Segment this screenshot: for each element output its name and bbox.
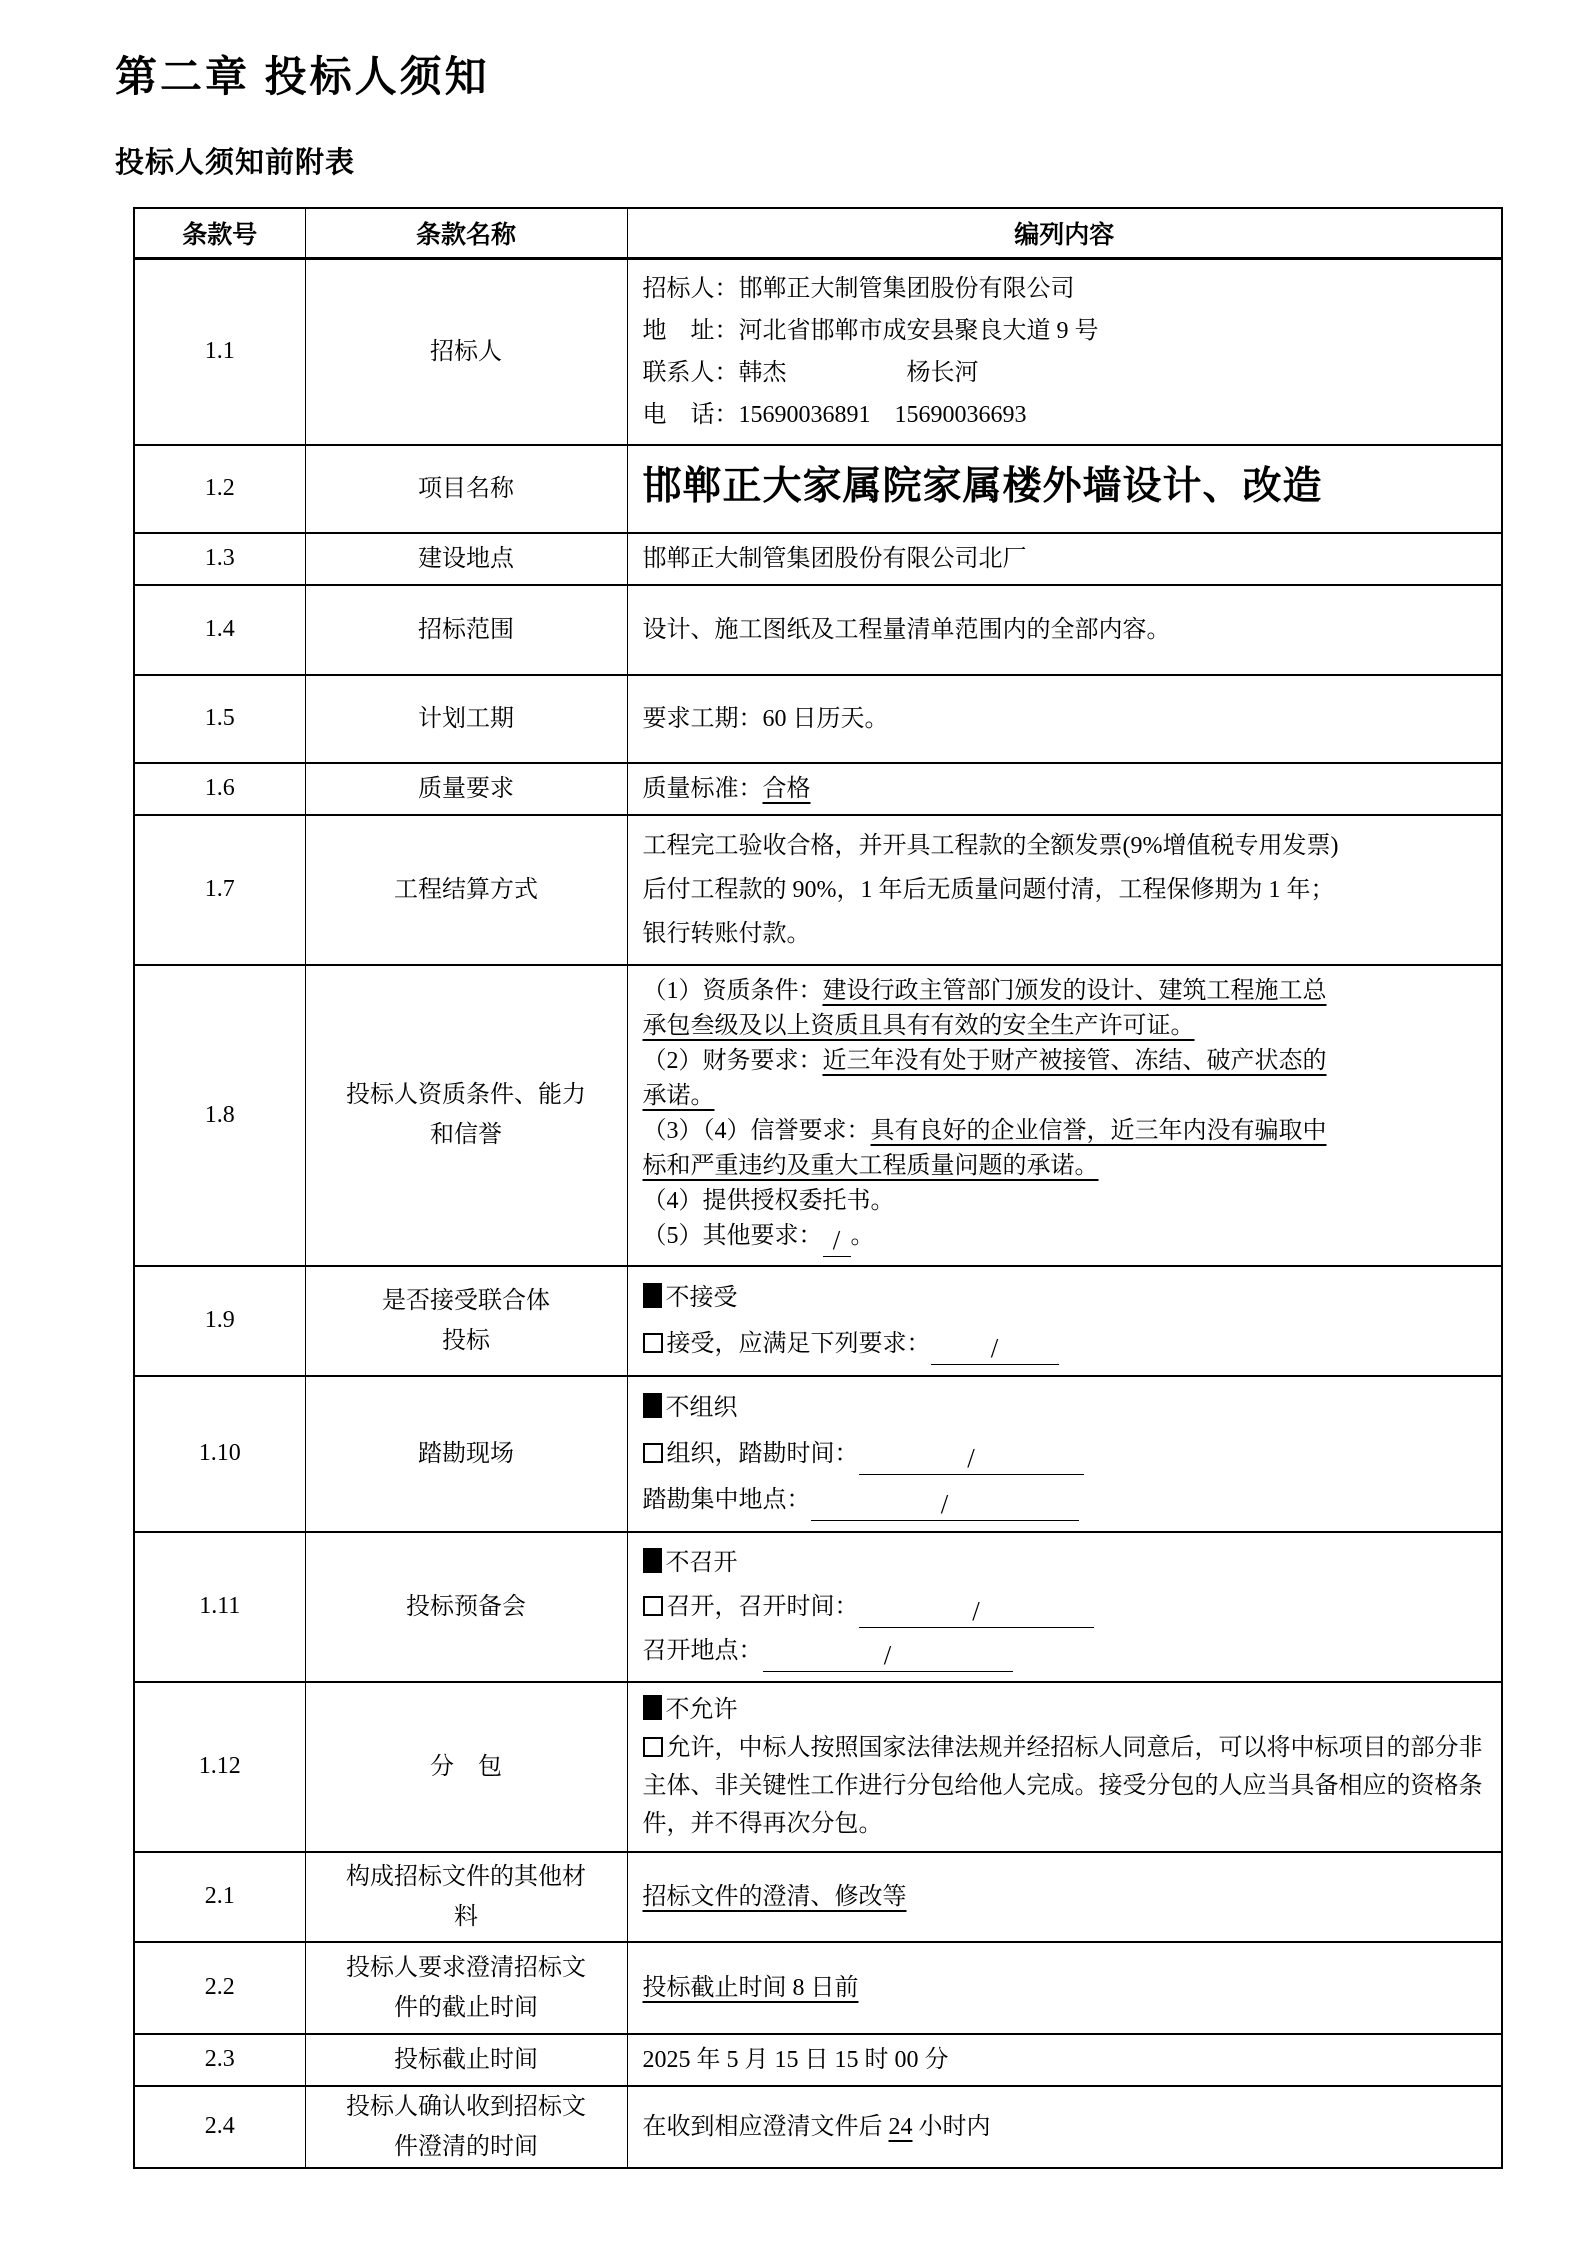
content-cell [627,445,1502,533]
clause-name-cell [305,445,627,533]
text-segment: 踏勘集中地点： [642,1486,811,1513]
clause-no-cell: 2.4 [134,2086,305,2168]
content-cell [627,258,1502,445]
table-row [134,1266,1502,1376]
clause-name-cell [305,1376,627,1532]
underlined-segment: 投标截止时间 8 日前 [642,1974,859,2001]
content-line [643,1321,1488,1367]
text-segment: 招标人：邯郸正大制管集团股份有限公司 [642,275,1075,302]
clause-name-line: 和信誉 [430,1122,502,1148]
clause-name-line: 计划工期 [418,705,514,732]
text-segment: 在收到相应澄清文件后 [642,2113,889,2140]
text-segment: 不接受 [665,1284,738,1311]
clause-no-cell: 1.2 [134,445,305,533]
fill-in-blank: / [811,1486,1079,1521]
text-segment: （5）其他要求： [642,1222,823,1249]
clause-name-cell [305,1852,627,1942]
bidder-notice-table [133,207,1503,2169]
fill-in-blank: / [859,1440,1084,1475]
content-line [643,1079,1488,1114]
clause-no-cell: 1.3 [134,533,305,585]
text-segment: 工程完工验收合格，并开具工程款的全额发票(9%增值税专用发票) [642,832,1339,859]
text-segment: 2025 年 5 月 15 日 15 时 00 分 [642,2046,949,2073]
content-cell [627,2034,1502,2086]
content-line [643,824,1488,868]
clause-no-cell: 1.9 [134,1266,305,1376]
table-caption: 投标人须知前附表 [115,147,356,179]
content-line [643,1044,1488,1079]
clause-name-line: 构成招标文件的其他材 [346,1863,586,1890]
content-line [643,1275,1488,1321]
clause-name-line: 招标人 [430,338,502,365]
clause-name-cell [305,763,627,815]
clause-name-cell [305,1266,627,1376]
content-line [643,2110,1488,2144]
content-line [643,1585,1488,1629]
header-content: 编列内容 [627,208,1502,258]
text-segment: 不召开 [665,1549,738,1576]
table-body [134,258,1502,2168]
table-row [134,763,1502,815]
clause-no-cell: 2.3 [134,2034,305,2086]
text-segment: 召开地点： [642,1637,763,1664]
content-line [643,868,1488,912]
clause-name-line: 踏勘现场 [418,1440,514,1467]
text-segment: 接受，应满足下列要求： [666,1330,931,1357]
content-cell [627,1682,1502,1852]
table-row [134,2086,1502,2168]
text-segment: 邯郸正大制管集团股份有限公司北厂 [642,545,1027,572]
underlined-segment: 24 [888,2113,913,2140]
content-line [643,1114,1488,1149]
table-row [134,585,1502,675]
content-cell [627,815,1502,965]
clause-name-line: 投标人要求澄清招标文 [346,1954,586,1981]
text-segment: （2）财务要求： [642,1047,823,1074]
table-row [134,1532,1502,1682]
clause-name-line: 建设地点 [418,545,514,572]
text-segment: 联系人：韩杰 杨长河 [642,359,979,386]
clause-no-cell: 2.1 [134,1852,305,1942]
table-row [134,1942,1502,2034]
table-row [134,1682,1502,1852]
underlined-segment: 标和严重违约及重大工程质量问题的承诺。 [642,1152,1099,1179]
content-cell [627,1942,1502,2034]
clause-no-cell: 1.8 [134,965,305,1266]
clause-no-cell: 1.5 [134,675,305,763]
text-segment: 组织，踏勘时间： [666,1440,859,1467]
text-segment: 。 [850,1222,875,1249]
underlined-segment: 承诺。 [642,1082,715,1109]
underlined-segment: 招标文件的澄清、修改等 [642,1883,907,1910]
fill-in-blank: / [859,1593,1094,1628]
text-segment: 不允许 [665,1696,738,1723]
clause-no-cell: 1.12 [134,1682,305,1852]
content-cell [627,1852,1502,1942]
content-line [643,702,1488,736]
content-line [643,912,1488,956]
clause-name-line: 投标预备会 [406,1593,526,1620]
content-cell [627,1266,1502,1376]
content-line [643,1009,1488,1044]
content-line [643,542,1488,576]
checkbox-filled-icon [643,1548,662,1573]
clause-name-line: 工程结算方式 [394,876,538,903]
text-segment: 地 址：河北省邯郸市成安县聚良大道 9 号 [642,317,1099,344]
clause-name-cell [305,585,627,675]
content-cell [627,763,1502,815]
underlined-segment: 建设行政主管部门颁发的设计、建筑工程施工总 [822,977,1327,1004]
chapter-title: 第二章 投标人须知 [115,53,490,100]
clause-name-line: 投标人资质条件、能力 [346,1082,586,1108]
text-segment: 召开，召开时间： [666,1593,859,1620]
text-segment: （3）（4）信誉要求： [642,1117,871,1144]
clause-name-line: 投标人确认收到招标文 [346,2093,586,2120]
table-row [134,258,1502,445]
clause-name-line: 分 包 [430,1753,502,1780]
content-cell [627,533,1502,585]
content-cell [627,965,1502,1266]
clause-no-cell: 1.4 [134,585,305,675]
checkbox-empty-icon [643,1737,663,1757]
fill-in-blank: / [931,1330,1059,1365]
clause-name-cell [305,533,627,585]
header-row [134,208,1502,258]
clause-name-cell [305,2034,627,2086]
header-clause-no: 条款号 [134,208,305,258]
content-cell [627,675,1502,763]
underlined-segment: 近三年没有处于财产被接管、冻结、破产状态的 [822,1047,1327,1074]
content-line [643,394,1488,436]
table-row [134,815,1502,965]
header-clause-name: 条款名称 [305,208,627,258]
text-segment: 邯郸正大家属院家属楼外墙设计、改造 [642,464,1323,508]
content-line [643,1691,1488,1729]
clause-name-cell [305,675,627,763]
fill-in-blank: / [823,1222,851,1257]
text-segment: 银行转账付款。 [642,920,811,947]
clause-no-cell: 1.6 [134,763,305,815]
table-row [134,1376,1502,1532]
underlined-segment: 承包叁级及以上资质且具有有效的安全生产许可证。 [642,1012,1195,1039]
clause-no-cell: 1.7 [134,815,305,965]
checkbox-empty-icon [643,1443,663,1463]
table-row [134,1852,1502,1942]
text-segment: 小时内 [912,2113,991,2140]
clause-no-cell: 1.11 [134,1532,305,1682]
text-segment: 后付工程款的 90%，1 年后无质量问题付清，工程保修期为 1 年； [642,876,1335,903]
content-line [643,1629,1488,1673]
fill-in-blank: / [763,1637,1013,1672]
content-line [643,1184,1488,1219]
checkbox-filled-icon [643,1283,662,1308]
text-segment: 要求工期：60 日历天。 [642,705,889,732]
text-segment: 不组织 [665,1394,738,1421]
text-segment: 电 话：15690036891 15690036693 [642,401,1027,428]
clause-no-cell: 2.2 [134,1942,305,2034]
content-cell [627,1376,1502,1532]
clause-name-line: 料 [454,1903,478,1930]
content-line [643,2043,1488,2077]
text-segment: 允许，中标人按照国家法律法规并经招标人同意后，可以将中标项目的部分非主体、非关键性工作进行分包给他人完成。接受分包的人应当具备相应的资格条件，并不得再次分包。 [642,1734,1483,1837]
content-line [643,613,1488,647]
table-row [134,445,1502,533]
clause-name-cell [305,965,627,1266]
table-row [134,965,1502,1266]
checkbox-filled-icon [643,1695,662,1720]
checkbox-empty-icon [643,1333,663,1353]
clause-name-cell [305,258,627,445]
content-line [643,268,1488,310]
text-segment: 质量标准： [642,775,763,802]
clause-name-line: 是否接受联合体 [382,1287,550,1314]
content-line [643,1149,1488,1184]
text-segment: （1）资质条件： [642,977,823,1004]
content-line [643,1477,1488,1523]
clause-name-cell [305,1532,627,1682]
table-row [134,675,1502,763]
content-line [643,1541,1488,1585]
content-cell [627,585,1502,675]
clause-name-line: 件澄清的时间 [394,2133,538,2160]
content-line [643,1431,1488,1477]
clause-name-cell [305,815,627,965]
table-row [134,2034,1502,2086]
clause-name-line: 投标截止时间 [394,2046,538,2073]
content-line [643,772,1488,806]
content-line [643,1729,1488,1843]
clause-name-cell [305,2086,627,2168]
content-line [643,462,1488,512]
clause-name-line: 项目名称 [418,475,514,502]
content-cell [627,1532,1502,1682]
clause-name-line: 投标 [442,1327,490,1354]
text-segment: 设计、施工图纸及工程量清单范围内的全部内容。 [642,616,1171,643]
content-cell [627,2086,1502,2168]
table-row [134,533,1502,585]
content-line [643,310,1488,352]
clause-name-line: 招标范围 [418,616,514,643]
clause-no-cell: 1.1 [134,258,305,445]
content-line [643,352,1488,394]
clause-name-cell [305,1942,627,2034]
content-line [643,1880,1488,1914]
content-line [643,974,1488,1009]
clause-no-cell: 1.10 [134,1376,305,1532]
checkbox-filled-icon [643,1393,662,1418]
content-line [643,1219,1488,1257]
text-segment: （4）提供授权委托书。 [642,1187,895,1214]
underlined-segment: 具有良好的企业信誉，近三年内没有骗取中 [870,1117,1327,1144]
content-line [643,1385,1488,1431]
underlined-segment: 合格 [762,775,811,802]
clause-name-line: 件的截止时间 [394,1994,538,2021]
clause-name-line: 质量要求 [418,775,514,802]
content-line [643,1971,1488,2005]
checkbox-empty-icon [643,1596,663,1616]
clause-name-cell [305,1682,627,1852]
